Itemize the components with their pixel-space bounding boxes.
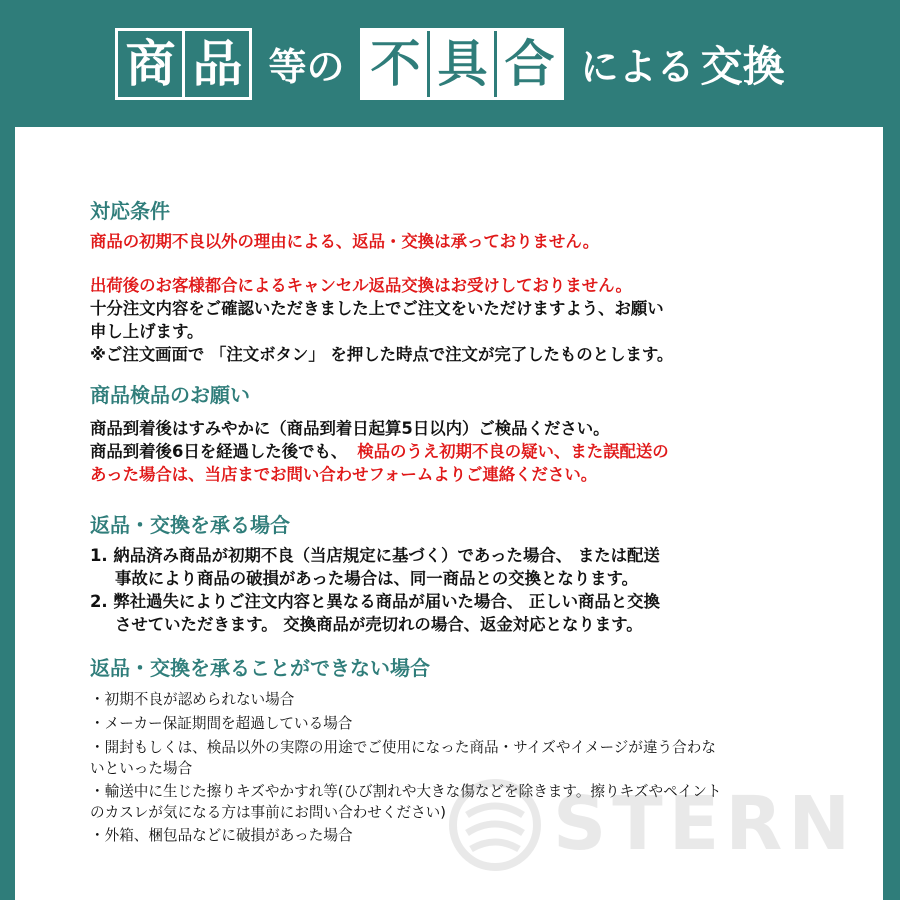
inspection-text-red: 検品のうえ初期不良の疑い、また誤配送の bbox=[357, 442, 669, 461]
section-title-conditions: 対応条件 bbox=[90, 199, 170, 223]
title-box-defect bbox=[360, 28, 564, 100]
title-char: 品 bbox=[182, 31, 249, 97]
title-char: 商 bbox=[125, 34, 176, 93]
inspection-line bbox=[90, 438, 669, 462]
section-title-inspection: 商品検品のお願い bbox=[90, 383, 250, 407]
title-connector: 等の bbox=[268, 45, 345, 89]
watermark bbox=[445, 775, 885, 875]
accepted-line: 事故により商品の破損があった場合は、同一商品との交換となります。 bbox=[115, 569, 639, 588]
list-item: ・初期不良が認められない場合 bbox=[90, 691, 295, 708]
title-box-product bbox=[115, 28, 252, 100]
list-item: ・開封もしくは、検品以外の実際の用途でご使用になった商品・サイズやイメージが違う合わな bbox=[90, 739, 716, 756]
inspection-text: 商品到着後6日を経過した後でも、 bbox=[90, 442, 348, 461]
logo-icon bbox=[445, 775, 545, 875]
title-char: 不 bbox=[370, 34, 421, 93]
condition-line: 出荷後のお客様都合によるキャンセル返品交換はお受けしておりません。 bbox=[90, 276, 632, 295]
section-title-not-accepted: 返品・交換を承ることができない場合 bbox=[90, 656, 430, 680]
list-item: ・外箱、梱包品などに破損があった場合 bbox=[90, 827, 353, 844]
list-item: いといった場合 bbox=[90, 760, 193, 777]
title-suffix: による bbox=[580, 45, 695, 89]
inspection-line: あった場合は、当店までお問い合わせフォームよりご連絡ください。 bbox=[90, 465, 598, 484]
list-item: のカスレが気になる方は事前にお問い合わせください) bbox=[90, 804, 446, 821]
title-exchange: 交換 bbox=[700, 41, 785, 91]
watermark-text: STERN bbox=[553, 781, 857, 867]
section-title-accepted: 返品・交換を承る場合 bbox=[90, 513, 290, 537]
accepted-line: 2. 弊社過失によりご注文内容と異なる商品が届いた場合、 正しい商品と交換 bbox=[90, 592, 660, 611]
condition-line: ※ご注文画面で 「注文ボタン」 を押した時点で注文が完了したものとします。 bbox=[90, 345, 674, 364]
condition-line: 商品の初期不良以外の理由による、返品・交換は承っておりません。 bbox=[90, 232, 600, 251]
condition-line: 申し上げます。 bbox=[90, 322, 204, 341]
title-char: 具 bbox=[427, 31, 494, 97]
accepted-line: 1. 納品済み商品が初期不良（当店規定に基づく）であった場合、 または配送 bbox=[90, 546, 660, 565]
header-banner bbox=[0, 0, 900, 127]
accepted-line: させていただきます。 交換商品が売切れの場合、返金対応となります。 bbox=[115, 615, 643, 634]
inspection-line: 商品到着後はすみやかに（商品到着日起算5日以内）ご検品ください。 bbox=[90, 419, 610, 438]
list-item: ・輸送中に生じた擦りキズやかすれ等(ひび割れや大きな傷などを除きます。擦りキズやペイント bbox=[90, 783, 722, 800]
list-item: ・メーカー保証期間を超過している場合 bbox=[90, 715, 353, 732]
title-char: 合 bbox=[494, 31, 561, 97]
condition-line: 十分注文内容をご確認いただきました上でご注文をいただけますよう、お願い bbox=[90, 299, 664, 318]
